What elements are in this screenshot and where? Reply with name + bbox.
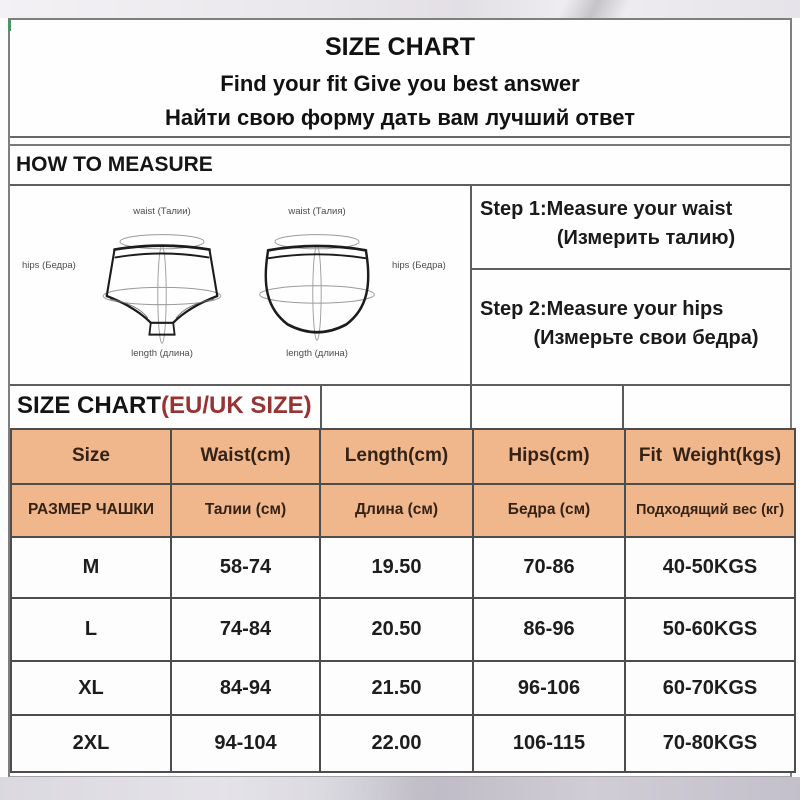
cell-waist: 74-84 (171, 598, 320, 661)
step1-text-en: Step 1:Measure your waist (480, 198, 733, 220)
panty-back-icon (247, 222, 387, 348)
back-waist-label: waist (Талия) (288, 206, 346, 217)
col-header-weight: Fit Weight(kgs) (625, 429, 795, 484)
cell-length: 20.50 (320, 598, 473, 661)
col-header-size-ru: РАЗМЕР ЧАШКИ (11, 484, 171, 537)
cell-waist: 84-94 (171, 661, 320, 715)
col-header-weight-ru: Подходящий вес (кг) (625, 484, 795, 537)
heading-empty-cell (320, 386, 470, 428)
col-header-waist-ru: Талии (см) (171, 484, 320, 537)
size-chart-heading-row (10, 386, 790, 428)
step2-text-ru: (Измерьте свои бедра) (533, 327, 759, 349)
measure-section (10, 186, 790, 386)
intro-subtitle-en: Find your fit Give you best answer (220, 71, 580, 96)
table-row-l (11, 598, 795, 661)
col-header-waist: Waist(cm) (171, 429, 320, 484)
col-header-length: Length(cm) (320, 429, 473, 484)
col-header-length-ru: Длина (см) (320, 484, 473, 537)
step1-cell (472, 186, 790, 270)
cell-hips: 86-96 (473, 598, 625, 661)
cell-size: XL (11, 661, 171, 715)
size-chart-panel (8, 18, 792, 777)
size-table (10, 428, 796, 773)
how-to-measure-heading: HOW TO MEASURE (10, 144, 790, 186)
table-header-row-ru (11, 484, 795, 537)
front-hips-label: hips (Бедра) (22, 260, 76, 271)
diagram-cell (10, 186, 470, 384)
heading-empty-cell (470, 386, 622, 428)
page-title: SIZE CHART (325, 33, 475, 61)
cell-length: 19.50 (320, 537, 473, 598)
cell-length: 21.50 (320, 661, 473, 715)
front-length-label: length (длина) (131, 348, 193, 359)
cell-waist: 94-104 (171, 715, 320, 772)
table-row-m (11, 537, 795, 598)
cell-size: 2XL (11, 715, 171, 772)
cell-length: 22.00 (320, 715, 473, 772)
cell-waist: 58-74 (171, 537, 320, 598)
intro-section (10, 20, 790, 138)
step1-text-ru: (Измерить талию) (556, 227, 736, 249)
front-waist-label: waist (Талии) (133, 206, 191, 217)
cell-weight: 70-80KGS (625, 715, 795, 772)
col-header-size: Size (11, 429, 171, 484)
cell-weight: 40-50KGS (625, 537, 795, 598)
cell-weight: 60-70KGS (625, 661, 795, 715)
table-row-xl (11, 661, 795, 715)
size-chart-heading (10, 386, 320, 428)
size-chart-heading-accent: (EU/UK SIZE) (161, 392, 312, 419)
cell-weight: 50-60KGS (625, 598, 795, 661)
col-header-hips-ru: Бедра (см) (473, 484, 625, 537)
size-chart-heading-main: SIZE CHART (17, 392, 161, 419)
back-length-label: length (длина) (286, 348, 348, 359)
table-row-2xl (11, 715, 795, 772)
steps-column (470, 186, 790, 384)
intro-subtitle-ru: Найти свою форму дать вам лучший ответ (164, 105, 636, 130)
step2-cell (472, 272, 790, 384)
cell-hips: 106-115 (473, 715, 625, 772)
cell-size: L (11, 598, 171, 661)
panty-front-icon (92, 222, 232, 348)
heading-empty-cell (622, 386, 790, 428)
background-fabric-bottom (0, 777, 800, 800)
step2-text-en: Step 2:Measure your hips (480, 298, 724, 320)
back-hips-label: hips (Бедра) (392, 260, 446, 271)
col-header-hips: Hips(cm) (473, 429, 625, 484)
table-header-row-en (11, 429, 795, 484)
cell-hips: 70-86 (473, 537, 625, 598)
cell-hips: 96-106 (473, 661, 625, 715)
background-fabric-top (0, 0, 800, 18)
cell-size: M (11, 537, 171, 598)
